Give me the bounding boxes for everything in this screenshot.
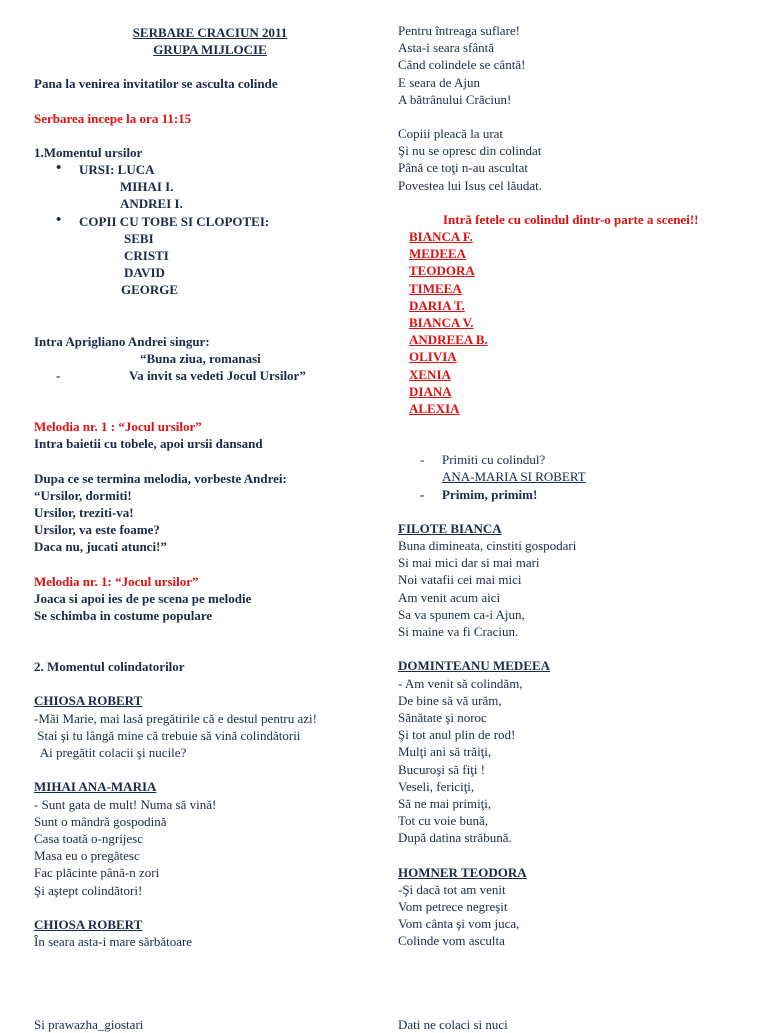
after-melody-text: Dupa ce se termina melodia, vorbeste Andrei: (34, 470, 287, 486)
verse-line: -Şi dacă tot am venit (398, 881, 506, 897)
girl-name: ANDREEA B. (409, 332, 488, 348)
tobe-label: • COPII CU TOBE SI CLOPOTEI: (34, 213, 374, 230)
verse-line: E seara de Ajun (398, 74, 480, 90)
verse-line: Casa toată o-ngrijesc (34, 830, 144, 846)
girl-name: TEODORA (409, 263, 475, 279)
verse-line: Noi vatafii cei mai mici (398, 572, 522, 588)
answer-line: - Primim, primim! (398, 486, 758, 503)
melody-description: Intra baietii cu tobele, apoi ursii dansand (34, 436, 263, 452)
verse-line: Veseli, fericiţi, (398, 778, 475, 794)
tobe-name: DAVID (124, 265, 165, 281)
verse-line: Sa va spunem ca-i Ajun, (398, 606, 525, 622)
pair-name: ANA-MARIA SI ROBERT (442, 469, 586, 485)
intro-text: Pana la venirea invitatilor se asculta colinde (34, 76, 278, 92)
verse-line: Povestea lui Isus cel lăudat. (398, 177, 543, 193)
verse-line: Bucuroşi să fiţi ! (398, 761, 486, 777)
verse-line: Şi aştept colindători! (34, 882, 143, 898)
verse-line: A bătrânului Crăciun! (398, 91, 512, 107)
verse-line: În seara asta-i mare sărbătoare (34, 933, 193, 949)
document-title: SERBARE CRACIUN 2011 (132, 25, 288, 40)
question-line: - Primiti cu colindul? (398, 451, 758, 468)
verse-line: Am venit acum aici (398, 589, 501, 605)
speaker-name: DOMINTEANU MEDEEA (398, 658, 551, 674)
verse-line: - Sunt gata de mult! Numa să vină! (34, 796, 217, 812)
verse-line: După datina străbună. (398, 830, 512, 846)
girl-name: BIANCA V. (409, 315, 474, 331)
verse-line: Colinde vom asculta (398, 933, 505, 949)
verse-line: Stai şi tu lângă mine că trebuie să vină colindătorii (34, 727, 301, 743)
andrei-line: “Buna ziua, romanasi (140, 350, 261, 366)
verse-line: Masa eu o pregătesc (34, 848, 140, 864)
verse-line: Tot cu voie bună, (398, 813, 489, 829)
andrei-intro: Intra Aprigliano Andrei singur: (34, 333, 210, 349)
girl-name: TIMEEA (409, 280, 462, 296)
verse-line: Si mai mici dar si mai mari (398, 555, 540, 571)
right-column (398, 22, 758, 950)
speaker-name: CHIOSA ROBERT (34, 693, 143, 709)
left-column (34, 24, 374, 950)
cut-off-line: Si prawazha_giostari (34, 1017, 144, 1032)
verse-line: Vom cânta şi vom juca, (398, 916, 520, 932)
speech-line: “Ursilor, dormiti! (34, 487, 132, 503)
girl-name: XENIA (409, 366, 451, 382)
verse-line: Buna dimineata, cinstiti gospodari (398, 538, 577, 554)
girl-name: MEDEEA (409, 246, 467, 262)
section-moment2: 2. Momentul colindatorilor (34, 659, 185, 675)
melody-heading: Melodia nr. 1: “Jocul ursilor” (34, 573, 199, 589)
melody-description: Se schimba in costume populare (34, 608, 213, 624)
girls-enter-note: Intră fetele cu colindul dintr-o parte a scenei!! (443, 211, 699, 227)
verse-line: Pentru întreaga suflare! (398, 23, 521, 38)
speaker-name: CHIOSA ROBERT (34, 916, 143, 932)
verse-line: - Am venit să colindăm, (398, 675, 523, 691)
andrei-line: - Va invit sa vedeti Jocul Ursilor” (34, 367, 374, 384)
verse-line: Copiii pleacă la urat (398, 126, 504, 142)
girl-name: DARIA T. (409, 297, 465, 313)
melody-description: Joaca si apoi ies de pe scena pe melodie (34, 590, 252, 606)
speech-line: Ursilor, treziti-va! (34, 505, 134, 521)
girl-name: BIANCA F. (409, 229, 473, 245)
verse-line: Şi tot anul plin de rod! (398, 727, 516, 743)
verse-line: Până ce toţi n-au ascultat (398, 160, 528, 176)
speaker-name: HOMNER TEODORA (398, 864, 527, 880)
ursi-name: ANDREI I. (120, 196, 183, 212)
verse-line: Şi nu se opresc din colindat (398, 143, 542, 159)
speech-line: Ursilor, va este foame? (34, 522, 160, 538)
tobe-name: SEBI (124, 230, 154, 246)
speech-line: Daca nu, jucati atunci!” (34, 539, 167, 555)
document-subtitle: GRUPA MIJLOCIE (153, 42, 267, 58)
verse-line: Sunt o mândră gospodină (34, 813, 167, 829)
verse-line: Ai pregătit colacii şi nucile? (34, 745, 187, 761)
cut-off-line: Dati ne colaci si nuci (398, 1017, 508, 1032)
tobe-name: CRISTI (124, 248, 169, 264)
verse-line: Sănătate şi noroc (398, 709, 487, 725)
verse-line: Mulţi ani să trăiţi, (398, 744, 492, 760)
start-time: Serbarea incepe la ora 11:15 (34, 110, 192, 126)
girl-name: DIANA (409, 383, 452, 399)
ursi-name: MIHAI I. (120, 179, 174, 195)
girl-name: ALEXIA (409, 401, 460, 417)
verse-line: De bine să vă urăm, (398, 692, 502, 708)
verse-line: Fac plăcinte până-n zori (34, 865, 160, 881)
ursi-label: • URSI: LUCA (34, 161, 374, 178)
verse-line: Si maine va fi Craciun. (398, 624, 519, 640)
girl-name: OLIVIA (409, 349, 457, 365)
verse-line: Asta-i seara sfântă (398, 40, 495, 56)
speaker-name: FILOTE BIANCA (398, 520, 502, 536)
verse-line: Să ne mai primiţi, (398, 795, 492, 811)
section-moment1: 1.Momentul ursilor (34, 144, 143, 160)
verse-line: -Măi Marie, mai lasă pregătirile că e destul pentru azi! (34, 710, 317, 726)
melody-heading: Melodia nr. 1 : “Jocul ursilor” (34, 419, 202, 435)
tobe-name: GEORGE (121, 282, 179, 298)
verse-line: Vom petrece negreşit (398, 898, 508, 914)
speaker-name: MIHAI ANA-MARIA (34, 779, 157, 795)
verse-line: Când colindele se cântă! (398, 57, 526, 73)
